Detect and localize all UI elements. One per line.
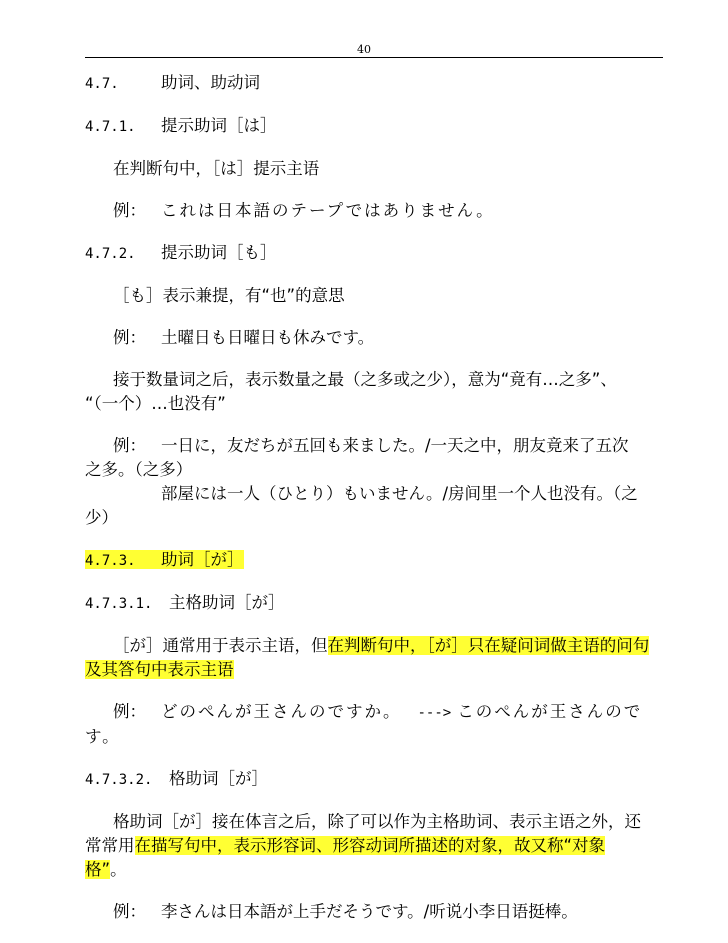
- example-2: [85, 326, 665, 350]
- paragraph-5: [85, 810, 665, 882]
- header-rule: [85, 57, 663, 58]
- example-label: 例：: [113, 436, 146, 455]
- example-label: 例：: [113, 902, 146, 921]
- section-number: 4.7.1.: [85, 119, 136, 135]
- paragraph-4: [85, 634, 665, 682]
- heading-4-7-3: [85, 548, 665, 573]
- example-label: 例：: [113, 328, 146, 347]
- highlighted-text-continued: 格”: [85, 860, 111, 879]
- example-3: [85, 434, 665, 482]
- paragraph-text-continued: “（一个）…也没有”: [85, 394, 226, 413]
- paragraph-text: 格助词［が］接在体言之后，除了可以作为主格助词、表示主语之外，还: [113, 812, 641, 831]
- example-text: 部屋には一人（ひとり）もいません。/房间里一个人也没有。（之: [161, 484, 638, 503]
- heading-4-7-3-1: 4.7.3.1. 主格助词［が］: [85, 593, 285, 612]
- arrow-text: --->: [417, 705, 452, 721]
- section-number: 4.7.3.: [85, 553, 136, 569]
- heading-4-7-3-2: 4.7.3.2. 格助词［が］: [85, 769, 268, 788]
- section-title: 助词、助动词: [161, 73, 260, 92]
- paragraph-text: ［も］表示兼提，有“也”的意思: [113, 286, 345, 305]
- highlighted-text-continued: 及其答句中表示主语: [85, 660, 234, 679]
- example-text: 一日に，友だちが五回も来ました。/一天之中，朋友竟来了五次: [161, 436, 629, 455]
- document-body: [85, 71, 665, 942]
- paragraph-text: 在判断句中，［は］提示主语: [113, 159, 320, 178]
- example-label: 例：: [113, 201, 146, 220]
- example-text: 土曜日も日曜日も休みです。: [161, 328, 375, 347]
- highlighted-text: 在描写句中，表示形容词、形容动词所描述的对象，故又称“对象: [134, 836, 606, 855]
- example-text-continued: 少）: [85, 508, 118, 527]
- section-title: 格助词［が］: [169, 769, 268, 788]
- section-number: 4.7.2.: [85, 246, 136, 262]
- example-5: [85, 700, 665, 749]
- paragraph-text: 。: [110, 860, 127, 879]
- example-4: [85, 482, 665, 530]
- example-6: [85, 900, 665, 924]
- paragraph-3: [85, 368, 665, 416]
- section-title: 助词［が］: [161, 550, 244, 569]
- example-text: 李さんは日本語が上手だそうです。/听说小李日语挺棒。: [161, 902, 578, 921]
- paragraph-text: 常常用: [85, 836, 135, 855]
- example-question: どのぺんが王さんのですか。: [161, 702, 402, 721]
- highlighted-text: 在判断句中，［が］只在疑问词做主语的问句: [327, 636, 650, 655]
- section-title: 提示助词［も］: [161, 243, 277, 262]
- example-text: これは日本語のテープではありません。: [161, 201, 495, 220]
- section-title: 主格助词［が］: [169, 593, 285, 612]
- paragraph-text: 接于数量词之后，表示数量之最（之多或之少），意为“竟有…之多”、: [113, 370, 617, 389]
- example-1: [85, 199, 665, 223]
- section-number: 4.7.: [85, 76, 119, 92]
- example-text-continued: 之多。（之多）: [85, 460, 193, 479]
- page-number: 40: [357, 43, 371, 56]
- section-title: 提示助词［は］: [161, 116, 277, 135]
- paragraph-text: ［が］通常用于表示主语，但: [113, 636, 328, 655]
- heading-4-7-2: [85, 241, 665, 266]
- heading-4-7-1: [85, 114, 665, 139]
- example-answer: このぺんが王さんのです。: [85, 702, 643, 746]
- heading-4-7: [85, 71, 665, 96]
- paragraph-1: [85, 157, 665, 181]
- paragraph-2: [85, 284, 665, 308]
- example-label: 例：: [113, 702, 146, 721]
